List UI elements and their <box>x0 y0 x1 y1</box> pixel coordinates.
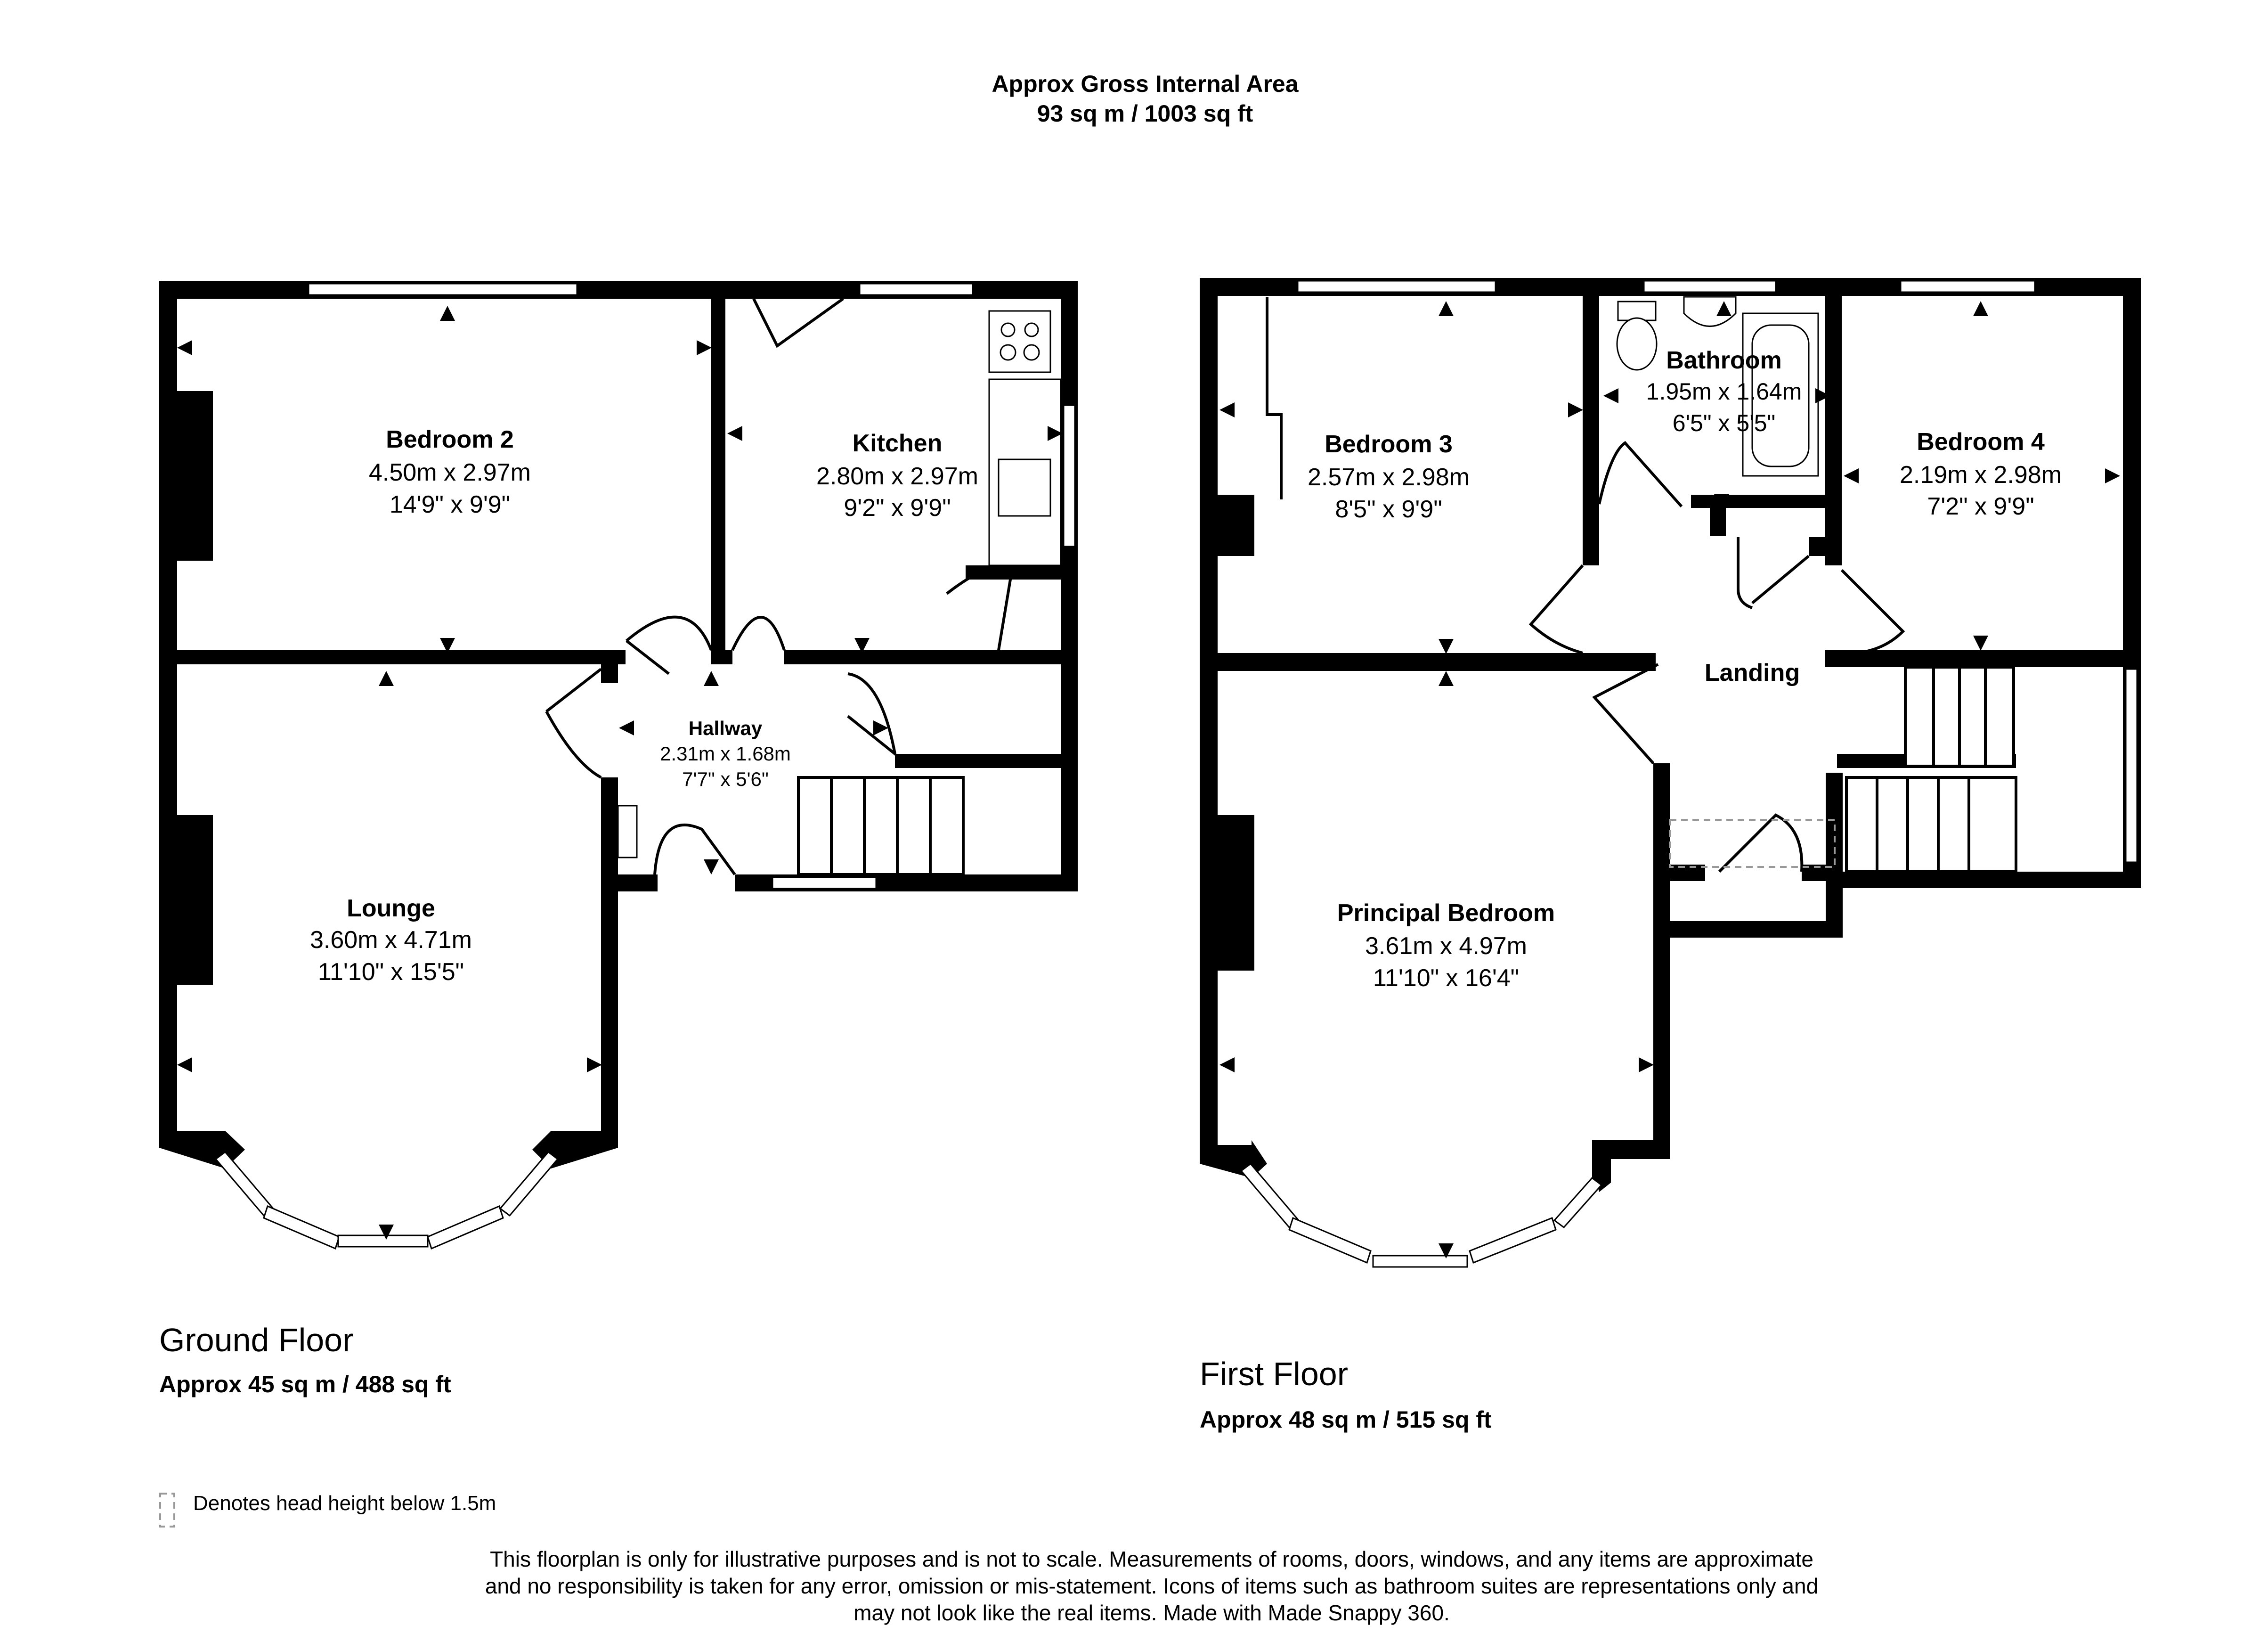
dimension-arrow-icon <box>440 306 455 321</box>
room-name: Lounge <box>347 895 435 922</box>
room-metric: 3.61m x 4.97m <box>1365 932 1527 960</box>
bay-window <box>1554 1178 1601 1227</box>
room-metric: 2.31m x 1.68m <box>660 743 791 765</box>
wall <box>1200 653 1600 671</box>
ground-floor-plan <box>159 281 1078 1249</box>
window <box>1298 281 1496 292</box>
bay-window <box>1470 1218 1556 1263</box>
dimension-arrow-icon <box>619 720 634 735</box>
wall <box>1583 278 1599 565</box>
door <box>1531 565 1583 653</box>
wall <box>159 1131 225 1148</box>
bay-window <box>216 1152 273 1216</box>
room-name: Bedroom 2 <box>386 426 514 453</box>
room-name: Bathroom <box>1666 347 1782 374</box>
dimension-arrow-icon <box>697 340 712 355</box>
door <box>1842 570 1903 653</box>
gross-area-value: 93 sq m / 1003 sq ft <box>1037 100 1253 127</box>
wall <box>1710 508 1726 536</box>
room-name: Kitchen <box>852 430 943 457</box>
door <box>732 617 784 650</box>
room-metric: 2.19m x 2.98m <box>1900 461 2062 489</box>
staircase <box>798 777 963 874</box>
dimension-arrow-icon <box>1439 301 1454 316</box>
wall <box>1061 281 1078 891</box>
room-metric: 3.60m x 4.71m <box>310 926 472 954</box>
dimension-arrow-icon <box>587 1057 602 1072</box>
bay-window <box>500 1152 558 1216</box>
dimension-arrow-icon <box>1439 639 1454 654</box>
door <box>754 299 843 346</box>
wall <box>1691 495 1842 508</box>
wall <box>1825 278 1842 565</box>
disclaimer-line: This floorplan is only for illustrative purposes and is not to scale. Measurements of rooms, doors, windows, and any items are approximate <box>490 1547 1813 1571</box>
door <box>655 825 735 874</box>
door <box>1599 443 1682 506</box>
toilet <box>1617 318 1657 370</box>
bay-window <box>1241 1164 1299 1227</box>
wall <box>711 650 732 664</box>
hob <box>989 311 1050 372</box>
room-metric: 2.57m x 2.98m <box>1308 464 1470 491</box>
room-imperial: 11'10" x 15'5" <box>317 958 464 986</box>
room-imperial: 11'10" x 16'4" <box>1373 964 1520 992</box>
first-floor-plan <box>1200 278 2141 1267</box>
wall <box>711 281 725 658</box>
floor-area: Approx 45 sq m / 488 sq ft <box>159 1371 451 1397</box>
wall <box>1200 1145 1252 1164</box>
bay-window <box>264 1206 339 1249</box>
door <box>1594 664 1658 763</box>
door <box>1752 556 1809 603</box>
room-metric: 4.50m x 2.97m <box>369 459 531 486</box>
sink <box>999 459 1050 516</box>
dimension-arrow-icon <box>1603 388 1618 403</box>
wall <box>1200 278 1218 1164</box>
wall <box>601 650 618 683</box>
window <box>309 284 577 295</box>
window <box>1644 281 1776 292</box>
wall <box>601 874 658 891</box>
staircase <box>1846 777 2016 872</box>
room-metric: 1.95m x 1.64m <box>1646 378 1802 405</box>
window <box>772 877 876 889</box>
head-height-legend-icon <box>160 1494 174 1527</box>
window <box>1064 405 1075 547</box>
room-name: Bedroom 4 <box>1917 428 2045 456</box>
room-imperial: 7'2" x 9'9" <box>1927 493 2034 520</box>
wall <box>1599 653 1656 671</box>
wall <box>601 777 618 1148</box>
dimension-arrow-icon <box>379 671 394 686</box>
door <box>1738 537 1752 608</box>
wall <box>159 281 177 1148</box>
window <box>1901 281 2035 292</box>
dimension-arrow-icon <box>704 671 719 686</box>
bay-window <box>338 1235 428 1247</box>
window <box>2126 669 2137 862</box>
room-imperial: 7'7" x 5'6" <box>682 768 769 790</box>
dimension-arrow-icon <box>1219 1057 1235 1072</box>
wall <box>1826 773 1843 938</box>
wall <box>895 754 1078 768</box>
window <box>860 284 973 295</box>
wall <box>159 650 626 664</box>
floor-area: Approx 48 sq m / 515 sq ft <box>1200 1406 1492 1433</box>
wall <box>1653 763 1670 1157</box>
wall <box>1825 650 2141 667</box>
meter <box>618 806 637 858</box>
disclaimer-line: may not look like the real items. Made with Made Snappy 360. <box>854 1601 1450 1625</box>
room-imperial: 8'5" x 9'9" <box>1335 496 1442 523</box>
head-height-area <box>1670 820 1835 867</box>
room-name: Landing <box>1704 659 1800 686</box>
door <box>1719 815 1802 872</box>
bay-window <box>1373 1256 1467 1267</box>
disclaimer-line: and no responsibility is taken for any error, omission or mis-statement. Icons of items such as bathroom suites are representations only and <box>485 1574 1819 1598</box>
dimension-arrow-icon <box>1219 402 1235 417</box>
chimney-breast <box>177 391 213 561</box>
wall <box>784 650 1078 664</box>
dimension-arrow-icon <box>1439 671 1454 686</box>
door <box>546 669 601 777</box>
room-imperial: 14'9" x 9'9" <box>389 491 511 518</box>
dimension-arrow-icon <box>177 340 192 355</box>
dimension-arrow-icon <box>1844 468 1859 483</box>
bay-window <box>428 1206 503 1249</box>
room-name: Hallway <box>688 717 763 739</box>
dimension-arrow-icon <box>1568 402 1583 417</box>
wardrobe-door <box>1267 297 1281 499</box>
dimension-arrow-icon <box>1639 1057 1654 1072</box>
bay-window <box>1289 1218 1371 1263</box>
dimension-arrow-icon <box>177 1057 192 1072</box>
room-name: Bedroom 3 <box>1325 431 1453 458</box>
dimension-arrow-icon <box>727 426 742 441</box>
head-height-legend: Denotes head height below 1.5m <box>193 1492 496 1515</box>
room-imperial: 9'2" x 9'9" <box>844 494 951 522</box>
wall <box>1809 537 1842 556</box>
door <box>626 617 711 674</box>
room-imperial: 6'5" x 5'5" <box>1672 410 1776 436</box>
floor-label: First Floor <box>1200 1356 1348 1392</box>
gross-area-title: Approx Gross Internal Area <box>992 71 1299 97</box>
chimney-breast <box>1218 495 1254 556</box>
chimney-breast <box>177 815 213 985</box>
wall <box>551 1131 618 1148</box>
wall <box>1653 921 1843 938</box>
wall <box>1839 872 2141 888</box>
door <box>848 674 895 754</box>
dimension-arrow-icon <box>2105 468 2120 483</box>
floor-label: Ground Floor <box>159 1322 354 1358</box>
room-name: Principal Bedroom <box>1337 899 1555 927</box>
dimension-arrow-icon <box>1973 301 1988 316</box>
dimension-arrow-icon <box>704 859 719 874</box>
chimney-breast <box>1218 815 1254 971</box>
dimension-arrow-icon <box>1973 636 1988 651</box>
room-metric: 2.80m x 2.97m <box>816 463 978 490</box>
